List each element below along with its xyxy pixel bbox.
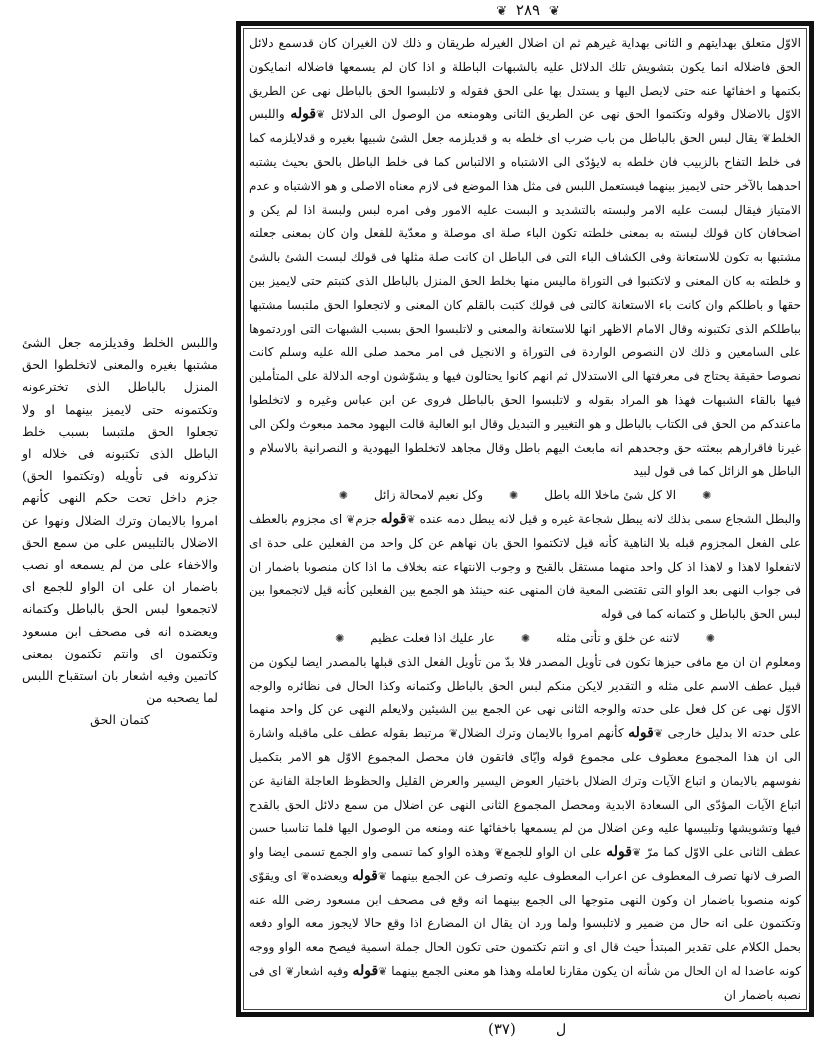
lemma-text: وفيه اشعار [294, 964, 349, 979]
star-ornament-icon: ✺ [705, 631, 715, 645]
star-ornament-icon: ✺ [509, 489, 519, 503]
qawluhu-label: قوله [290, 106, 317, 123]
star-ornament-icon: ✺ [338, 489, 348, 503]
ornament-icon: ❦ [406, 512, 416, 526]
main-paragraph [249, 508, 801, 627]
hemistich: الا كل شئ ماخلا الله باطل [544, 488, 677, 503]
paragraph-text: مرتبط بقوله عطف على ماقبله واشارة الى ان هذا المجموع معطوف على مجموع قوله وايّاى فاتقون فان محصل المجموع الاوّل هو الامر بتكميل نفوسهم بالايمان و اتباع الآيات وترك الضلال باختيار العوض اليسير والعرض القليل والحظوظ العاجلة الفانية عن اتباع الآيات المؤدّى الى السعادة الابدية ومحصل المجموع الثانى النهى عن اضلال من سمع دلائل الحق بالقدح فيها وتشويشها وتلبيسها عليه وعن اضلال من لم يسمعها باخفائها عنه ومنعه من الوصول اليها فلما تناسبا حسن عطف الثانى على الاوّل كما مرّ [249, 726, 801, 860]
signature-letter: ل [556, 1022, 567, 1038]
paragraph-text: ومعلوم ان ان مع مافى حيزها تكون فى تأويل المصدر فلا بدّ من تأويل الفعل الذى قبلها بالمصدر ايضا ليكون من قبيل عطف الاسم على مثله و التقدير لايكن منكم لبس الحق بالباطل وكتمانه وكذا الحال فى نظائره والوجه الاوّل نهى عن كل فعل على حدته والوجه الثانى نهى عن الجمع بين الشيئين ولايعلم النهى عن كل واحد منهما على حدته الا بدليل خارجى [249, 654, 801, 741]
main-paragraph [249, 651, 801, 1006]
lemma-text: ويعضده [310, 868, 348, 883]
ornament-icon: ❦ [378, 965, 388, 979]
ornament-icon: ❦ [377, 869, 388, 883]
ornament-icon: ❦ [496, 4, 508, 19]
star-ornament-icon: ✺ [702, 489, 712, 503]
paragraph-text: اى ويقوّى كونه منصوبا باضمار ان وكون النهى متوجها الى الجمع بينهما انه وقع فى مصحف ابن مسعود رضى الله عنه وتكتمون على انه حال من ضمير و لاتلبسوا ولما ورد ان يقال ان المضارع اذا وقع حالا لايجوز معه الواو دفعه بحمل الكلام على تقدير المبتدأ حيث قال اى و انتم تكتمون حتى تكون الحال جملة اسمية فيصح معه الواو ووجه كونه عاضدا له ان الحال من شأنه ان يكون مقارنا لعامله وهذا هو معنى الجمع بينهما [249, 868, 801, 979]
ornament-icon: ❦ [346, 512, 356, 526]
verse-line [249, 627, 801, 651]
qawluhu-label: قوله [352, 963, 379, 980]
hemistich: عار عليك اذا فعلت عظيم [370, 630, 495, 645]
ornament-icon: ❦ [448, 727, 459, 741]
page-footer [236, 1020, 820, 1050]
star-ornament-icon: ✺ [335, 631, 345, 645]
paragraph-text: اى فى نصبه باضمار ان [249, 964, 801, 1002]
lemma-text: جزم [355, 511, 377, 526]
paragraph-text: يقال لبس الحق بالباطل من باب ضرب اى خلطه به و قديلزمه جعل الشئ شبيها بغيره و قدلايلزمه كما فى خلط التفاح بالزبيب فان خلطه به لايؤدّى الى الاشتباه و الالتباس كما فى خلط الباطل بالحق بحيث يشتبه احدهما بالآخر حتى لايميز بينهما فيستعمل اللبس فى مثل هذا الموضع فى لازم معناه الاصلى و هو الاشتباه و عدم الامتياز فيقال لبست عليه الامر ولبسته بالتشديد و البست عليه الامور وفى امره لبس ولبسة اذا لم يكن و اضحافان كان قولك لبسته به بمعنى خلطته تكون الباء صلة اى موصلة و معدّية للفعل وان كان بمعنى جعلته مشتبها به تكون للاستعانة وفى الكشاف الباء التى فى الباطل ان كانت صلة مثلها فى قولك لبست الشئ بالشئ و خلطته به كان المعنى و لاتكتبوا فى التوراة ماليس منها بخلط الحق المنزل بالباطل الذى كتبتم حتى لايميز بين حقها و باطلكم وان كانت باء الاستعانة كالتى فى قولك كتبت بالقلم كان المعنى و لاتجعلوا الحق ملتبسا مشتبها بباطلكم الذى تكتبونه وقال الامام الاظهر انها للاستعانة والمعنى و لاتلبسوا الحق بسبب الشبهات التى اوردتموها على السامعين و ذلك لان النصوص الواردة فى التوراة و الانجيل فى امر محمد صلى الله عليه وسلم كانت نصوصا حقيقة يحتاج فى معرفتها الى الاستدلال ثم انهم كانوا يحتالون فيها و يشوّشون اوجه الدلالة على المتأملين فيها بالقاء الشبهات فهذا هو المراد بقوله و لاتلبسوا الحق بالباطل فروى عن ابن عباس وغيره و لاتخلطوا ماعندكم من الحق فى الكتاب بالباطل و هو التغيير و التبديل وقال ابو العالية قالت اليهود محمد مبعوث ولكن الى غيرنا فاقرارهم ببعثته حق وجحدهم انه مابعث اليهم باطل وقال مجاهد لاتخلطوا اليهودية و النصرانية بالاسلام و الباطل هو الزائل كما فى قول لبيد [249, 131, 801, 479]
lemma-text: كأنهم امروا بالايمان وترك الضلال [458, 726, 624, 741]
main-text-frame [236, 21, 814, 1017]
paragraph-text: والبطل الشجاع سمى بذلك لانه يبطل شجاعة غيره و قيل لانه يبطل دمه عنده [419, 511, 801, 526]
paragraph-text: وهذه الواو كما تسمى واو الجمع تسمى ايضا واو الصرف لانها تصرف المعطوف عن اعراب المعطوف عليه وتصرف عن الجمع بينهما [249, 845, 801, 883]
main-paragraph [249, 32, 801, 484]
page-number: ٢٨٩ [515, 1, 541, 19]
margin-gloss-last-line: كتمان الحق [90, 712, 150, 728]
paragraph-text: اى مجزوم بالعطف على الفعل المجزوم قبله بلا الناهية كأنه قيل لاتكتموا الحق بان نهاهم عن كل واحد من الفعلين على حدة اى لاتفعلوا لاهذا و لاهذا اذ كل واحد منهما مستقل بالقبح و وجوب الانتهاء عنه بخلاف ما اذا كان منصوبا باضمار ان فى جواب النهى بعد الواو التى تقتضى المعية فان المنهى عنه حينئذ هو الجمع بين الفعلين كأنه قيل لاتجمعوا بين لبس الحق بالباطل و كتمانه كما فى قوله [249, 511, 801, 622]
qawluhu-label: قوله [380, 510, 407, 527]
ornament-icon: ❦ [631, 846, 642, 860]
ornament-icon: ❦ [285, 965, 295, 979]
hemistich: وكل نعيم لامحالة زائل [373, 488, 484, 503]
margin-gloss-text: واللبس الخلط وقديلزمه جعل الشئ مشتبها بغيره والمعنى لاتخلطوا الحق المنزل بالباطل الذى تخترعونه وتكتمونه حتى لايميز بينهما او ولا تجعلوا الحق ملتبسا بسبب خلط الباطل الذى تكتبونه فى خلاله او تذكرونه فى تأويله (وتكتموا الحق) جزم داخل تحت حكم النهى كأنهم امروا بالايمان وترك الضلال ونهوا عن الاضلال بالتلبيس على من سمع الحق والاخفاء على من لم يسمعه او نصب باضمار ان على ان الواو للجمع اى لاتجمعوا لبس الحق بالباطل وكتمانه ويعضده انه فى مصحف ابن مسعود وتكتمون اى وانتم تكتمون بمعنى كاتمين وفيه اشعار بان استقباح اللبس لما يصحبه من [22, 335, 218, 706]
ornament-icon: ❦ [653, 727, 664, 741]
qawluhu-label: قوله [628, 725, 654, 742]
main-text [249, 32, 801, 1006]
lemma-text: على ان الواو للجمع [503, 845, 602, 860]
juz-number: (٣٧) [488, 1020, 516, 1038]
star-ornament-icon: ✺ [520, 631, 531, 645]
ornament-icon: ❦ [761, 132, 771, 146]
paragraph-text: الاوّل متعلق بهدايتهم و الثانى بهداية غيرهم ثم ان اضلال الغيرله طريقان و ذلك لان الغيران كان قدسمع دلائل الحق فاضلاله انما يكون بتشويش تلك الدلائل عليه بالشبهات الباطلة و اذا كان لم يسمعها فاضلاله انمايكون بكتمها و اخفائها عنه حتى لايصل اليها و يستدل بها على الحق فقوله و لاتلبسوا الحق بالباطل نهى عن الطريق الاوّل بالاضلال وقوله وتكتموا الحق نهى عن الطريق الثانى وهومنعه من الوصول الى الدلائل [249, 36, 801, 122]
verse-line [249, 484, 801, 508]
lemma-text: واللبس الخلط [249, 107, 801, 146]
ornament-icon: ❦ [316, 108, 326, 122]
ornament-icon: ❦ [494, 846, 504, 860]
hemistich: لاتنه عن خلق و تأتى مثله [556, 630, 680, 645]
margin-gloss [22, 332, 218, 732]
qawluhu-label: قوله [606, 844, 632, 861]
ornament-icon: ❦ [300, 869, 311, 883]
ornament-icon: ❦ [548, 4, 560, 19]
qawluhu-label: قوله [352, 867, 378, 884]
page-header [236, 0, 820, 20]
